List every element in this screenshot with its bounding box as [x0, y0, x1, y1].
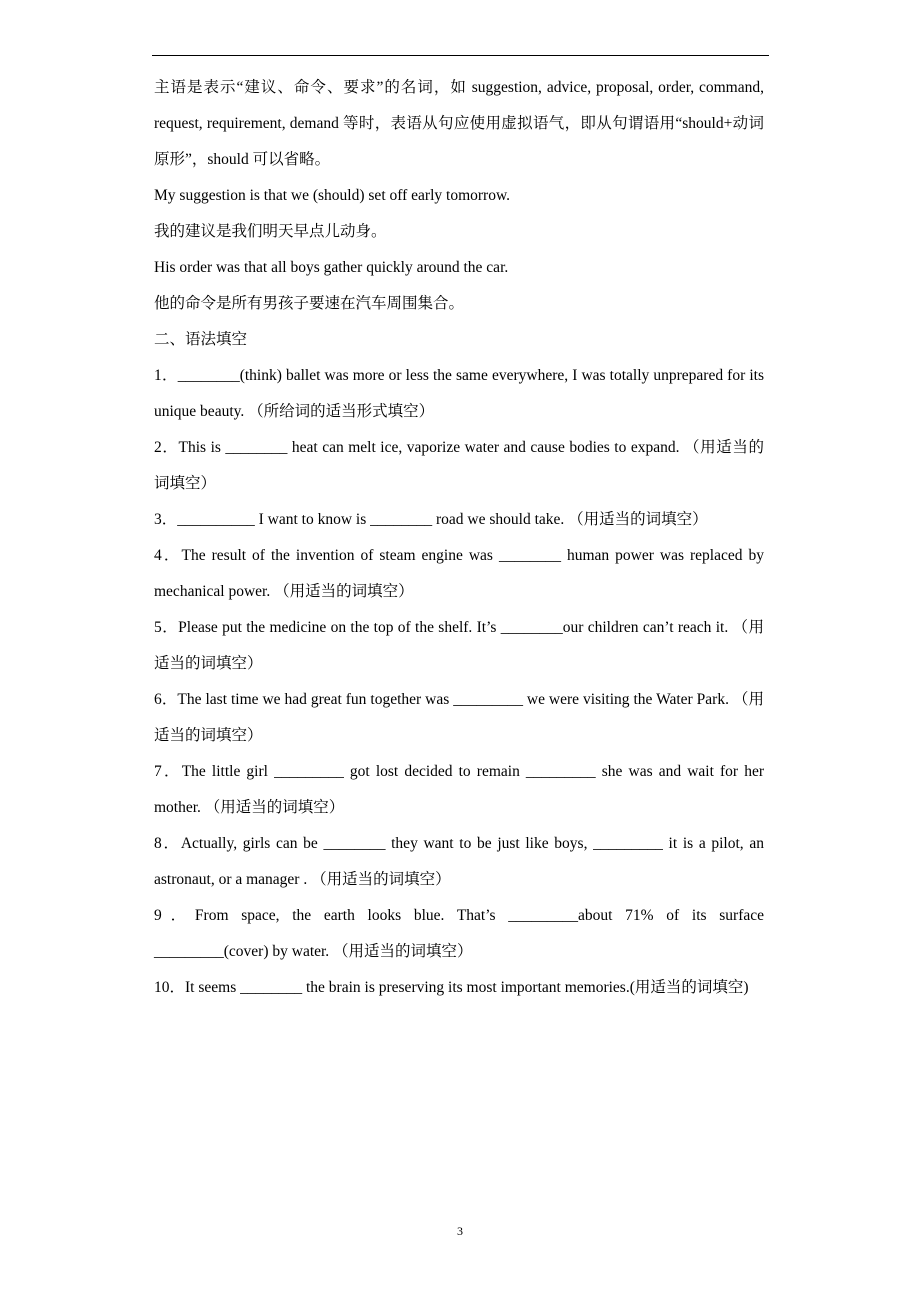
question-number: 8．	[154, 835, 181, 852]
question-text: ________(think) ballet was more or less the same everywhere, I was totally unprepared for its unique beauty. （所给词的适当形式填空）	[154, 367, 764, 420]
question-item	[154, 754, 764, 826]
question-number: 1．	[154, 367, 178, 384]
question-text: The result of the invention of steam engine was ________ human power was replaced by mechanical power. （用适当的词填空）	[154, 547, 764, 600]
example-1-english: My suggestion is that we (should) set off early tomorrow.	[154, 187, 511, 204]
question-text: This is ________ heat can melt ice, vaporize water and cause bodies to expand. （用适当的词填空）	[154, 439, 764, 492]
question-text: From space, the earth looks blue. That’s _________about 71% of its surface _________(cover) by water. （用适当的词填空）	[154, 907, 764, 960]
example-2-english: His order was that all boys gather quickly around the car.	[154, 259, 509, 276]
question-number: 2．	[154, 439, 179, 456]
question-item	[154, 898, 764, 970]
question-item	[154, 502, 764, 538]
question-item	[154, 970, 764, 1006]
question-number: 3．	[154, 511, 178, 528]
grammar-rule-text: 主语是表示“建议、命令、要求”的名词，如 suggestion, advice, proposal, order, command, request, requirement, demand 等时，表语从句应使用虚拟语气，即从句谓语用“should+动词原形”，should 可以省略。	[154, 79, 764, 168]
question-item	[154, 682, 764, 754]
header-rule	[152, 55, 769, 56]
question-text: It seems ________ the brain is preserving its most important memories.(用适当的词填空)	[185, 979, 749, 996]
section-title: 二、语法填空	[154, 331, 248, 348]
question-number: 5．	[154, 619, 179, 636]
question-item	[154, 358, 764, 430]
question-number: 4．	[154, 547, 182, 564]
question-item	[154, 610, 764, 682]
example-1-chinese: 我的建议是我们明天早点儿动身。	[154, 223, 387, 240]
question-text: The last time we had great fun together was _________ we were visiting the Water Park. （用适当的词填空）	[154, 691, 764, 744]
example-2-chinese: 他的命令是所有男孩子要速在汽车周围集合。	[154, 295, 465, 312]
question-item	[154, 538, 764, 610]
page-number: 3	[457, 1224, 463, 1238]
question-number: 6．	[154, 691, 178, 708]
question-text: Actually, girls can be ________ they want to be just like boys, _________ it is a pilot, an astronaut, or a manager . （用适当的词填空）	[154, 835, 764, 888]
question-number: 10．	[154, 979, 186, 996]
question-item	[154, 430, 764, 502]
question-number: 7．	[154, 763, 182, 780]
question-text: Please put the medicine on the top of the shelf. It’s ________our children can’t reach it. （用适当的词填空）	[154, 619, 764, 672]
question-text: The little girl _________ got lost decided to remain _________ she was and wait for her mother. （用适当的词填空）	[154, 763, 764, 816]
question-item	[154, 826, 764, 898]
document-body	[154, 70, 764, 1006]
question-number: 9．	[154, 907, 195, 924]
question-text: __________ I want to know is ________ road we should take. （用适当的词填空）	[177, 511, 708, 528]
